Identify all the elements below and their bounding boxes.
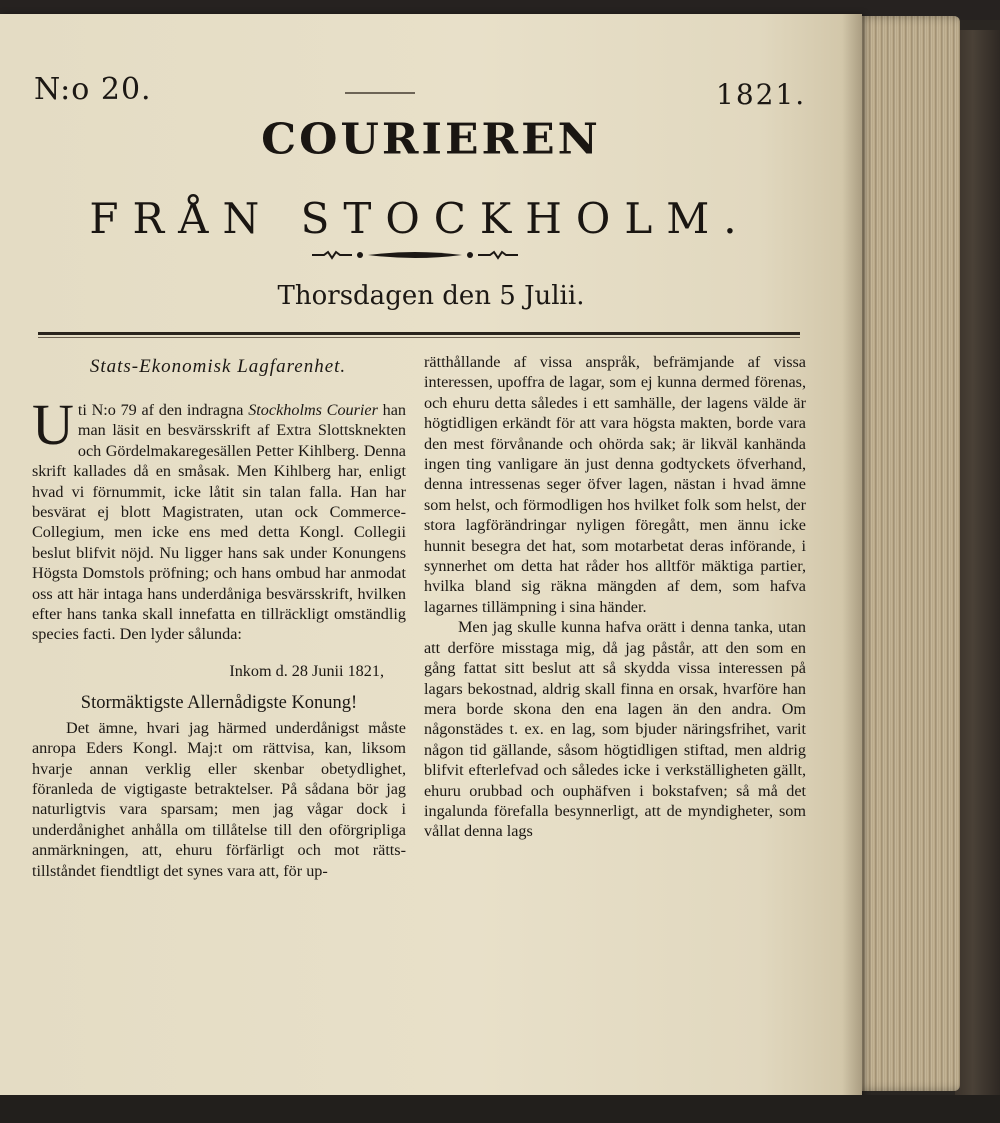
newspaper-page <box>0 14 862 1101</box>
received-date: Inkom d. 28 Junii 1821, <box>229 661 384 680</box>
left-column <box>32 392 407 881</box>
article-intro-text: ti N:o 79 af den indragna Stockholms Courier han man läsit en besvärsskrift af Extra Slottsknekten och Gördelmakaregesällen Petter Kihlberg. Denna skrift kallades då en småsak. Men Kihlberg har, enligt hvad vi förnummit, icke låtit sin talan falla. Han har besvärat ej blott Magistraten, utan ock Commerce-Collegium, men icke ens med detta Kongl. Collegii beslut blifvit nöjd. Nu ligger hans sak under Konungens Högsta Domstols pröfning; och hans ombud har anmodat oss att här intaga hans underdåniga besvärsskrift, hvilken efter hans tanka skall innefatta en tillräckligt omständlig species facti. Den lyder sålunda: <box>32 401 407 644</box>
newspaper-title: COURIEREN <box>261 115 601 164</box>
ornament-divider-icon <box>310 248 520 262</box>
dateline: Thorsdagen den 5 Julii. <box>277 281 585 311</box>
petition-paragraph-2: rätthållande af vissa anspråk, befrämjande af vissa interessen, upoffra de lagar, som ej kunna dermed förenas, och ehuru detta således i ett samhälle, der lagens välde är högtidligen erkändt för att vara högsta makten, borde vara den mest förvånande och ohörda sak; är likväl kanhända ingen ting vanligare än just denna godtyckets öfverhand, denna intressenas seger öfver lagen, nästan i hvad ämne som helst, och förmodligen hos hvilket folk som helst, der stora lagförändringar nyligen föregått, men ännu icke hunnit besegra det hat, som motarbetat deras införande, i synnerhet om detta hat råder hos alltför mäktiga partier, hvilka bland sig räkna mängden af dem, som hafva lagarnes tillämpning i sina händer. <box>424 353 806 616</box>
header-rule-thin <box>38 337 800 338</box>
header-rule <box>38 332 800 335</box>
right-column <box>424 352 806 842</box>
article-intro <box>32 392 407 645</box>
book-cover-edge <box>955 30 1000 1095</box>
page-stack-edges <box>855 16 960 1091</box>
newspaper-subtitle: FRÅN STOCKHOLM. <box>89 194 751 243</box>
issue-year: 1821. <box>716 78 807 111</box>
title-divider <box>345 92 415 94</box>
salutation: Stormäktigste Allernådigste Konung! <box>80 693 358 714</box>
issue-number: N:o 20. <box>34 72 152 107</box>
gutter-shadow <box>842 14 862 1101</box>
article-heading: Stats-Ekonomisk Lagfarenhet. <box>89 356 347 377</box>
petition-paragraph-3: Men jag skulle kunna hafva orätt i denna tanka, utan att derföre misstaga mig, då jag påstår, att den som en gång fattat sitt beslut att så skydda vissa interessen på lagars bekostnad, aldrig skall finna en orsak, hvarföre han mera borde skona den ena lagen än den andra. Om någonstädes t. ex. en lag, som bjuder näringsfrihet, varit någon tid gällande, såsom högtidligen stiftad, men aldrig blifvit efterlefvad och således icke i verkställigheten gällt, ehuru orubbad och ouphäfven i bokstafven; så må det ingalunda förefalla besynnerligt, att de myndigheter, som vållat denna lags <box>424 618 806 841</box>
petition-paragraph-1: Det ämne, hvari jag härmed underdånigst måste anropa Eders Kongl. Maj:t om rättvisa, kan, liksom hvarje annan verklig eller skenbar obetydlighet, föranleda de vigtigaste betraktelser. På sådana bör jag naturligtvis vara sparsam; men jag vågar dock i underdånighet anhålla om tillåtelse till den oförgripliga anmärkningen, att, ehuru förfärligt och mot rätts-tillståndet fiendtligt det synes vara att, för up- <box>32 718 406 880</box>
scan-bottom-edge <box>0 1095 1000 1123</box>
drop-cap: U <box>32 392 74 457</box>
